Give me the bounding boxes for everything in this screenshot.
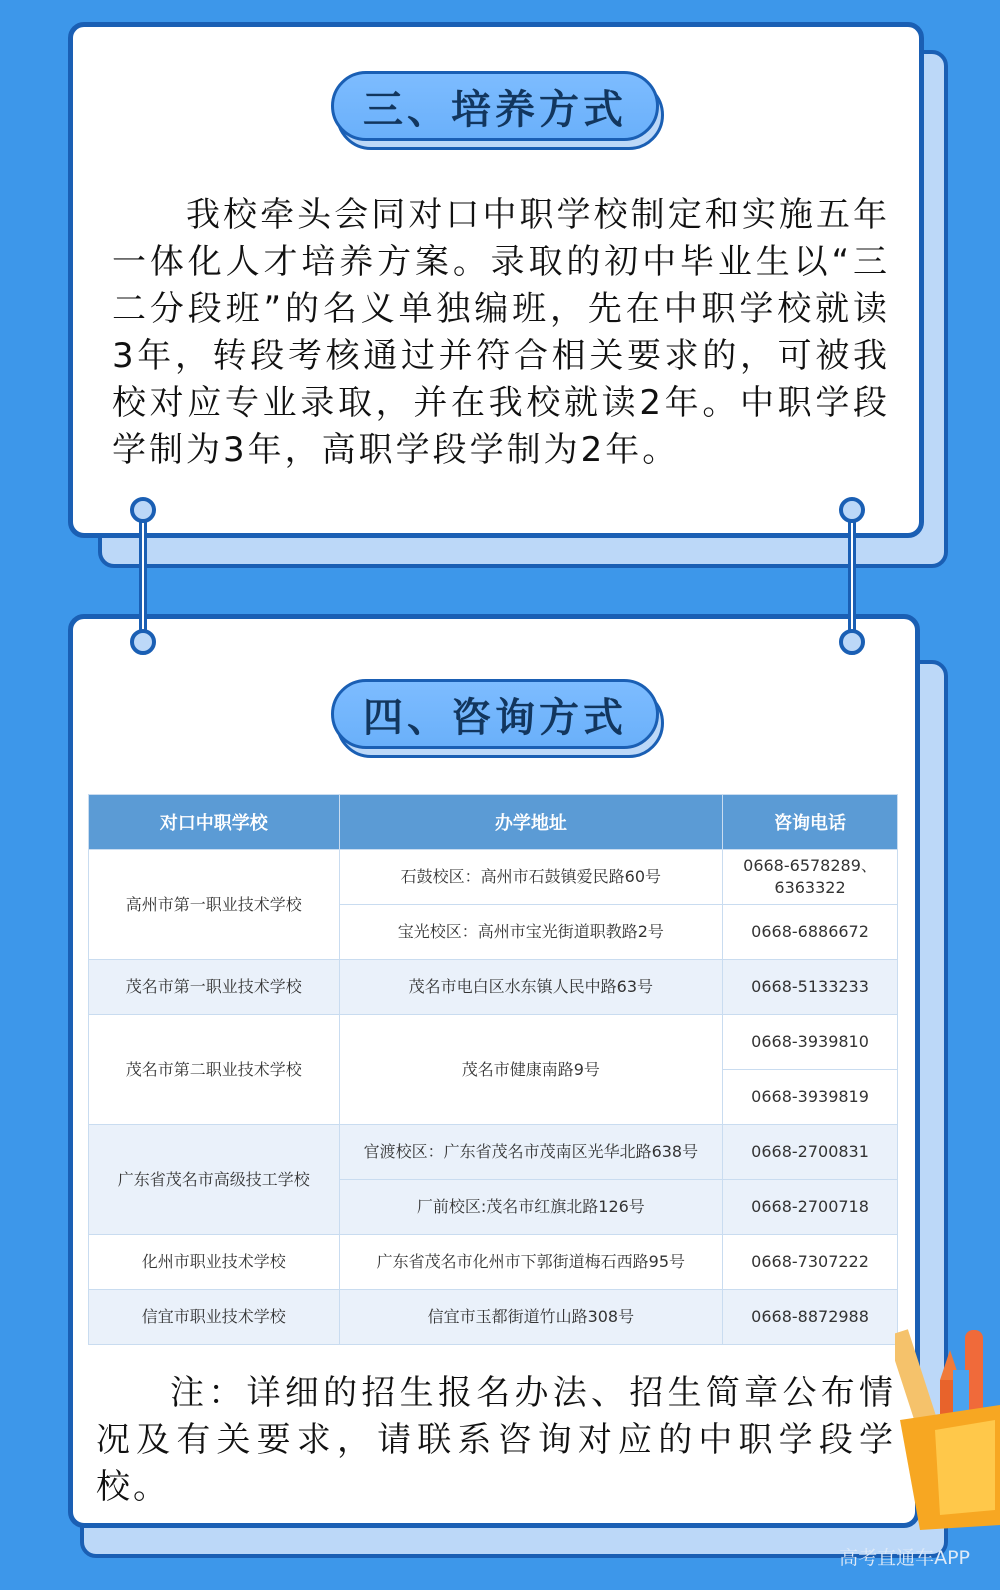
- school-cell: 高州市第一职业技术学校: [89, 850, 340, 960]
- phone-cell: 0668-6886672: [723, 905, 898, 960]
- table-row: [89, 1235, 898, 1290]
- pencil-cup-icon: [895, 1310, 1000, 1530]
- address-cell: 茂名市健康南路9号: [339, 1015, 722, 1125]
- connector-right: [848, 510, 856, 640]
- table-row: [89, 1125, 898, 1180]
- school-cell: 化州市职业技术学校: [89, 1235, 340, 1290]
- phone-cell: 0668-8872988: [723, 1290, 898, 1345]
- school-cell: 茂名市第一职业技术学校: [89, 960, 340, 1015]
- connector-dot: [839, 497, 865, 523]
- connector-dot: [839, 629, 865, 655]
- header-phone: 咨询电话: [723, 795, 898, 850]
- address-cell: 茂名市电白区水东镇人民中路63号: [339, 960, 722, 1015]
- connector-dot: [130, 497, 156, 523]
- address-cell: 信宜市玉都街道竹山路308号: [339, 1290, 722, 1345]
- note-text: 注：详细的招生报名办法、招生简章公布情况及有关要求，请联系咨询对应的中职学段学校。: [96, 1373, 896, 1507]
- contact-table: [88, 794, 898, 1345]
- phone-cell: 0668-2700718: [723, 1180, 898, 1235]
- table-header-row: [89, 795, 898, 850]
- phone-cell: 0668-6578289、6363322: [723, 850, 898, 905]
- address-cell: 石鼓校区：高州市石鼓镇爱民路60号: [339, 850, 722, 905]
- training-method-text: 我校牵头会同对口中职学校制定和实施五年一体化人才培养方案。录取的初中毕业生以“三二分段班”的名义单独编班，先在中职学校就读3年，转段考核通过并符合相关要求的，可被我校对应专业录取，并在我校就读2年。中职学段学制为3年，高职学段学制为2年。: [112, 195, 890, 470]
- school-cell: 茂名市第二职业技术学校: [89, 1015, 340, 1125]
- school-cell: 信宜市职业技术学校: [89, 1290, 340, 1345]
- table-row: [89, 1015, 898, 1070]
- address-cell: 广东省茂名市化州市下郭街道梅石西路95号: [339, 1235, 722, 1290]
- table-row: [89, 850, 898, 905]
- table-row: [89, 1290, 898, 1345]
- connector-left: [139, 510, 147, 640]
- section-title-consult: 四、咨询方式: [331, 679, 659, 749]
- school-cell: 广东省茂名市高级技工学校: [89, 1125, 340, 1235]
- phone-cell: 0668-3939810: [723, 1015, 898, 1070]
- watermark: 高考直通车APP: [839, 1547, 970, 1569]
- phone-cell: 0668-2700831: [723, 1125, 898, 1180]
- section-title-training: 三、培养方式: [331, 71, 659, 141]
- phone-cell: 0668-7307222: [723, 1235, 898, 1290]
- address-cell: 厂前校区:茂名市红旗北路126号: [339, 1180, 722, 1235]
- address-cell: 官渡校区：广东省茂名市茂南区光华北路638号: [339, 1125, 722, 1180]
- header-address: 办学地址: [339, 795, 722, 850]
- address-cell: 宝光校区：高州市宝光街道职教路2号: [339, 905, 722, 960]
- phone-cell: 0668-3939819: [723, 1070, 898, 1125]
- connector-dot: [130, 629, 156, 655]
- header-school: 对口中职学校: [89, 795, 340, 850]
- phone-cell: 0668-5133233: [723, 960, 898, 1015]
- table-row: [89, 960, 898, 1015]
